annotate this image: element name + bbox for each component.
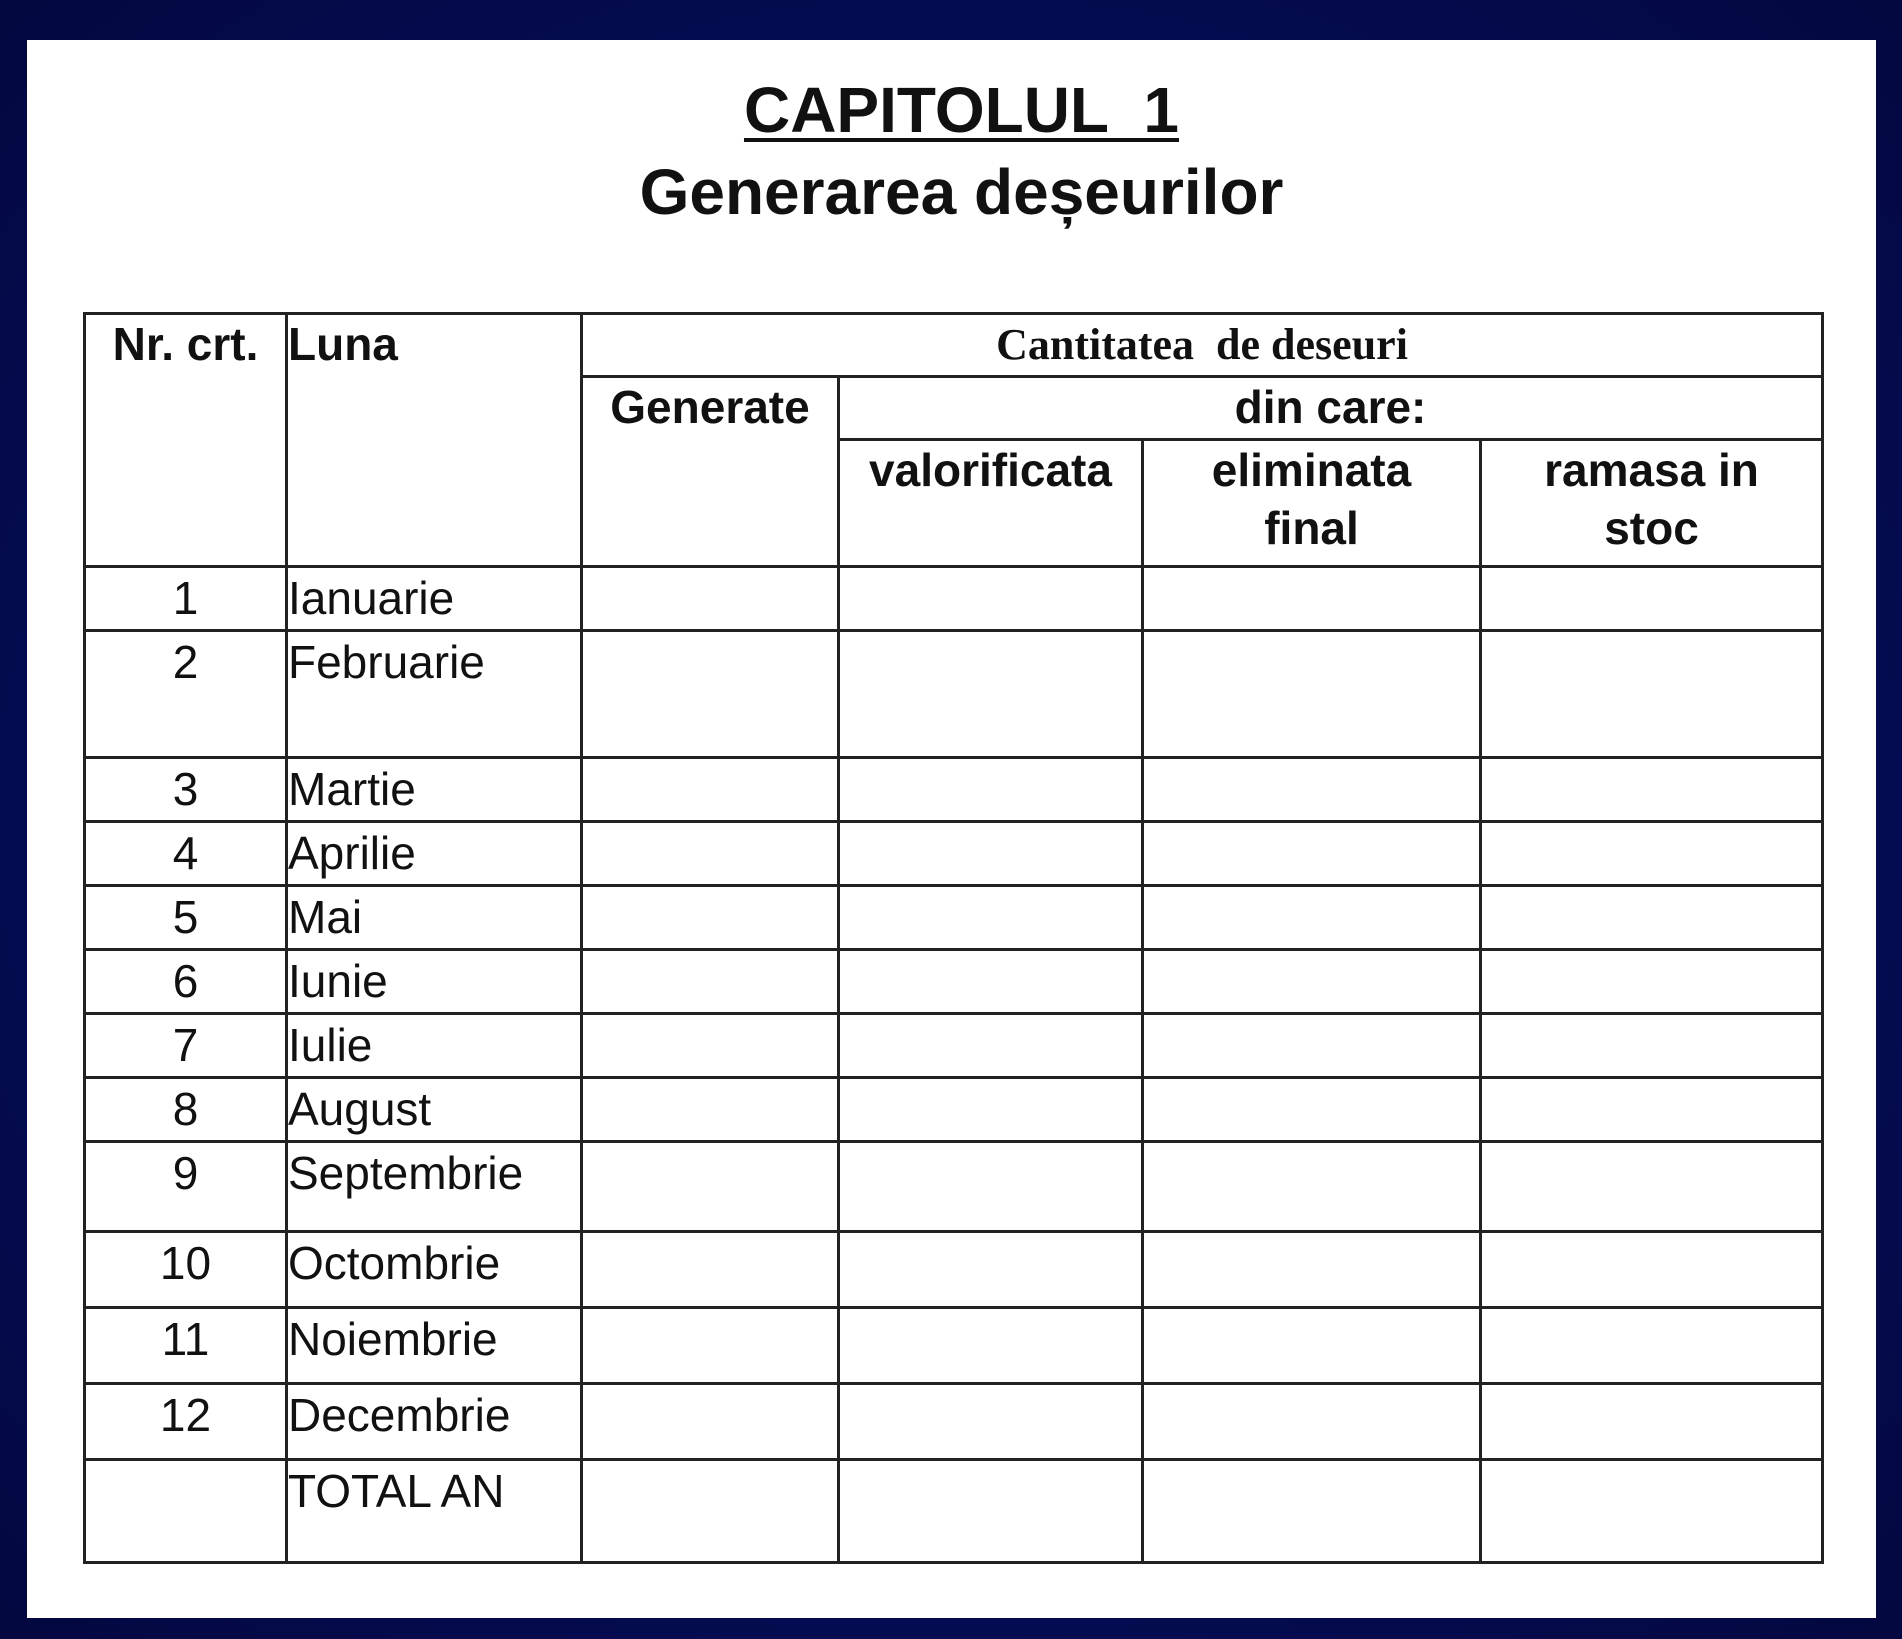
cell-generate [582,1308,839,1384]
total-nr-cell [85,1460,287,1563]
row-month: August [287,1078,582,1142]
header-ramasa: ramasa in stoc [1481,440,1823,567]
cell-valorificata [839,1014,1143,1078]
row-month: Aprilie [287,822,582,886]
cell-eliminata [1143,631,1481,758]
cell-generate [582,886,839,950]
row-nr: 8 [85,1078,287,1142]
header-valorificata: valorificata [839,440,1143,567]
cell-generate [582,822,839,886]
cell-generate [582,567,839,631]
cell-generate [582,1232,839,1308]
cell-eliminata [1143,1078,1481,1142]
cell-generate [582,1142,839,1232]
row-nr: 4 [85,822,287,886]
header-din-care: din care: [839,377,1823,440]
cell-generate [582,1460,839,1563]
cell-valorificata [839,1232,1143,1308]
cell-ramasa [1481,1078,1823,1142]
cell-ramasa [1481,822,1823,886]
cell-ramasa [1481,1384,1823,1460]
cell-valorificata [839,1142,1143,1232]
cell-eliminata [1143,1384,1481,1460]
cell-valorificata [839,822,1143,886]
cell-eliminata [1143,1232,1481,1308]
row-nr: 11 [85,1308,287,1384]
table-row [85,822,1823,886]
table-row [85,567,1823,631]
table-row [85,1078,1823,1142]
row-month: Octombrie [287,1232,582,1308]
chapter-subtitle: Generarea deșeurilor [639,156,1284,228]
cell-ramasa [1481,1308,1823,1384]
row-nr: 3 [85,758,287,822]
table-row [85,631,1823,758]
cell-ramasa [1481,1232,1823,1308]
row-month: Iulie [287,1014,582,1078]
cell-eliminata [1143,1014,1481,1078]
cell-valorificata [839,631,1143,758]
cell-ramasa [1481,1142,1823,1232]
cell-ramasa [1481,950,1823,1014]
row-month: Decembrie [287,1384,582,1460]
header-luna: Luna [287,314,582,567]
cell-ramasa [1481,1014,1823,1078]
row-month: Februarie [287,631,582,758]
document-page [27,40,1876,1618]
table-row [85,1142,1823,1232]
table-row [85,950,1823,1014]
table-row [85,1308,1823,1384]
chapter-title: CAPITOLUL 1 [743,74,1180,146]
cell-eliminata [1143,567,1481,631]
row-month: Mai [287,886,582,950]
cell-valorificata [839,1460,1143,1563]
cell-ramasa [1481,758,1823,822]
total-row [85,1460,1823,1563]
row-nr: 5 [85,886,287,950]
cell-eliminata [1143,950,1481,1014]
cell-eliminata [1143,1142,1481,1232]
table-row [85,1014,1823,1078]
cell-valorificata [839,950,1143,1014]
row-nr: 2 [85,631,287,758]
cell-valorificata [839,886,1143,950]
cell-valorificata [839,1384,1143,1460]
row-month: Noiembrie [287,1308,582,1384]
header-eliminata: eliminata final [1143,440,1481,567]
table-row [85,1232,1823,1308]
cell-ramasa [1481,1460,1823,1563]
row-nr: 7 [85,1014,287,1078]
header-generate: Generate [582,377,839,567]
header-nr-crt: Nr. crt. [85,314,287,567]
cell-valorificata [839,1078,1143,1142]
cell-generate [582,950,839,1014]
cell-generate [582,631,839,758]
cell-valorificata [839,567,1143,631]
cell-generate [582,758,839,822]
row-month: Martie [287,758,582,822]
waste-table [83,312,1824,1564]
cell-generate [582,1078,839,1142]
cell-valorificata [839,758,1143,822]
table-row [85,758,1823,822]
row-nr: 10 [85,1232,287,1308]
row-month: Septembrie [287,1142,582,1232]
cell-eliminata [1143,1308,1481,1384]
title-block [27,70,1876,234]
cell-eliminata [1143,758,1481,822]
cell-generate [582,1384,839,1460]
row-month: Ianuarie [287,567,582,631]
cell-eliminata [1143,1460,1481,1563]
total-label: TOTAL AN [287,1460,582,1563]
header-cantitatea: Cantitatea de deseuri [582,314,1823,377]
cell-ramasa [1481,567,1823,631]
cell-generate [582,1014,839,1078]
table-row [85,1384,1823,1460]
cell-eliminata [1143,886,1481,950]
cell-ramasa [1481,631,1823,758]
cell-eliminata [1143,822,1481,886]
row-nr: 1 [85,567,287,631]
cell-valorificata [839,1308,1143,1384]
row-nr: 6 [85,950,287,1014]
cell-ramasa [1481,886,1823,950]
table-row [85,886,1823,950]
row-month: Iunie [287,950,582,1014]
row-nr: 9 [85,1142,287,1232]
row-nr: 12 [85,1384,287,1460]
